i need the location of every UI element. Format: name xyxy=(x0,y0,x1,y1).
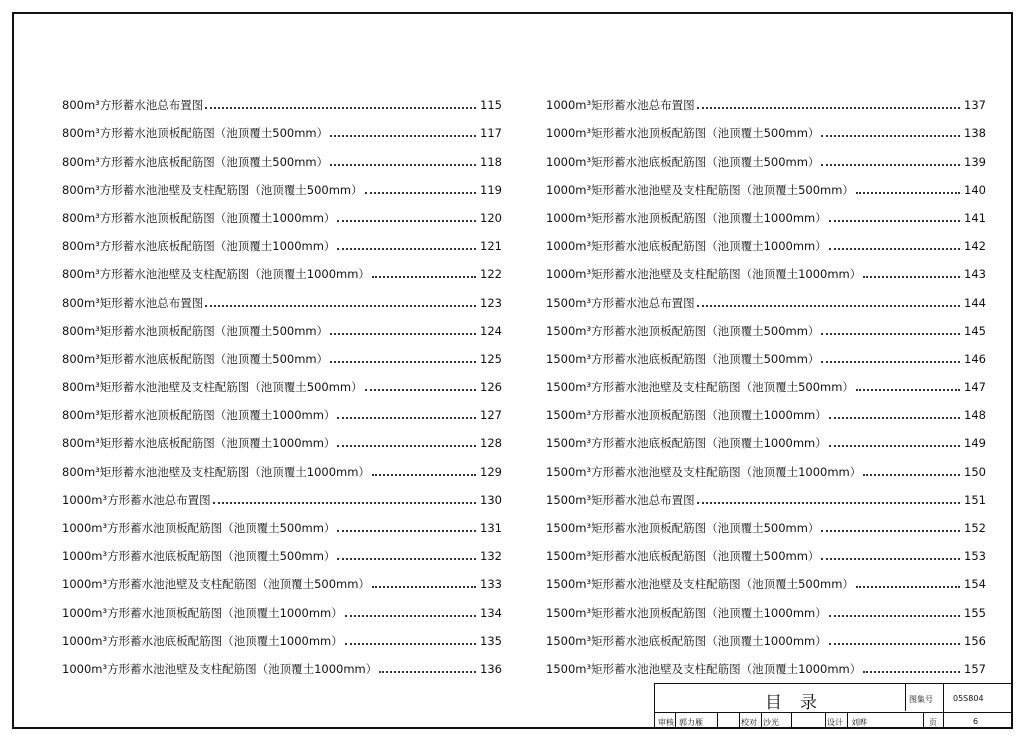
toc-entry-page: 117 xyxy=(480,126,502,141)
toc-entry xyxy=(62,169,502,197)
toc-entry xyxy=(62,253,502,281)
toc-entry-title: 1500m³方形蓄水池顶板配筋图（池顶覆土500mm） xyxy=(546,323,820,338)
toc-entry xyxy=(546,648,986,676)
title-block xyxy=(654,683,1013,729)
toc-entry xyxy=(62,112,502,140)
toc-entry-title: 1000m³矩形蓄水池底板配筋图（池顶覆土1000mm） xyxy=(546,239,827,254)
toc-entry-title: 1000m³矩形蓄水池总布置图 xyxy=(546,98,695,113)
toc-left-column xyxy=(62,84,502,676)
toc-entry-title: 1000m³方形蓄水池底板配筋图（池顶覆土1000mm） xyxy=(62,633,343,648)
toc-entry xyxy=(546,112,986,140)
toc-leader-dots xyxy=(365,192,476,194)
toc-leader-dots xyxy=(330,135,476,137)
toc-entry-title: 1500m³矩形蓄水池池壁及支柱配筋图（池顶覆土1000mm） xyxy=(546,661,862,676)
toc-leader-dots xyxy=(337,417,476,419)
toc-leader-dots xyxy=(829,445,960,447)
toc-entry-page: 150 xyxy=(964,464,986,479)
toc-entry xyxy=(546,366,986,394)
toc-entry-page: 124 xyxy=(480,323,502,338)
title-block-vline xyxy=(675,712,676,729)
title-block-vline xyxy=(791,712,792,729)
toc-entry xyxy=(546,310,986,338)
toc-leader-dots xyxy=(345,643,476,645)
toc-entry xyxy=(62,84,502,112)
toc-leader-dots xyxy=(821,164,960,166)
toc-entry xyxy=(62,197,502,225)
toc-leader-dots xyxy=(365,389,476,391)
toc-entry-page: 115 xyxy=(480,98,502,113)
toc-leader-dots xyxy=(863,671,960,673)
toc-entry xyxy=(62,620,502,648)
toc-entry-page: 149 xyxy=(964,436,986,451)
toc-entry-title: 1000m³方形蓄水池顶板配筋图（池顶覆土500mm） xyxy=(62,521,336,535)
toc-entry xyxy=(546,197,986,225)
check-name: 沙光 xyxy=(763,718,779,727)
toc-entry xyxy=(62,479,502,507)
toc-entry-title: 1500m³矩形蓄水池底板配筋图（池顶覆土1000mm） xyxy=(546,633,827,648)
toc-entry-title: 800m³方形蓄水池池壁及支柱配筋图（池顶覆土1000mm） xyxy=(62,267,370,282)
toc-entry-title: 1500m³方形蓄水池顶板配筋图（池顶覆土1000mm） xyxy=(546,408,827,423)
toc-entry-title: 1000m³矩形蓄水池顶板配筋图（池顶覆土1000mm） xyxy=(546,210,827,225)
toc-leader-dots xyxy=(697,107,960,109)
toc-leader-dots xyxy=(821,135,960,137)
toc-entry-page: 148 xyxy=(964,408,986,423)
toc-entry-title: 800m³矩形蓄水池顶板配筋图（池顶覆土1000mm） xyxy=(62,408,336,423)
toc-leader-dots xyxy=(863,276,960,278)
toc-entry xyxy=(546,591,986,619)
toc-entry-page: 144 xyxy=(964,295,986,310)
toc-entry-page: 130 xyxy=(480,492,502,507)
toc-entry-title: 1500m³矩形蓄水池池壁及支柱配筋图（池顶覆土500mm） xyxy=(546,577,854,592)
review-label: 审核 xyxy=(658,718,674,727)
toc-leader-dots xyxy=(863,474,960,476)
toc-entry xyxy=(546,422,986,450)
toc-entry-page: 138 xyxy=(964,126,986,141)
toc-entry-title: 1000m³矩形蓄水池顶板配筋图（池顶覆土500mm） xyxy=(546,126,820,141)
toc-leader-dots xyxy=(372,586,476,588)
toc-entry-title: 800m³方形蓄水池底板配筋图（池顶覆土1000mm） xyxy=(62,239,336,254)
page-number: 6 xyxy=(973,717,979,726)
toc-entry-title: 1500m³矩形蓄水池顶板配筋图（池顶覆土500mm） xyxy=(546,521,820,535)
toc-entry xyxy=(62,450,502,478)
toc-leader-dots xyxy=(829,248,960,250)
toc-leader-dots xyxy=(856,389,960,391)
toc-entry-page: 147 xyxy=(964,380,986,395)
toc-entry-page: 118 xyxy=(480,154,502,169)
design-label: 设计 xyxy=(827,718,843,727)
toc-entry-page: 152 xyxy=(964,521,986,535)
toc-entry-title: 800m³方形蓄水池总布置图 xyxy=(62,98,204,113)
toc-entry xyxy=(62,507,502,535)
title-block-vline xyxy=(923,712,924,729)
toc-entry-page: 141 xyxy=(964,210,986,225)
toc-entry xyxy=(62,394,502,422)
toc-entry-title: 1500m³方形蓄水池底板配筋图（池顶覆土500mm） xyxy=(546,351,820,366)
toc-leader-dots xyxy=(697,305,960,307)
toc-leader-dots xyxy=(345,615,476,617)
toc-entry-title: 1500m³方形蓄水池总布置图 xyxy=(546,295,695,310)
toc-entry xyxy=(62,535,502,563)
toc-entry xyxy=(62,140,502,168)
toc-leader-dots xyxy=(829,220,960,222)
title-block-vline xyxy=(943,684,944,729)
toc-entry-page: 145 xyxy=(964,323,986,338)
toc-entry-title: 1500m³矩形蓄水池底板配筋图（池顶覆土500mm） xyxy=(546,549,820,564)
toc-entry xyxy=(546,281,986,309)
toc-entry xyxy=(62,563,502,591)
toc-leader-dots xyxy=(337,248,476,250)
toc-leader-dots xyxy=(372,474,476,476)
toc-leader-dots xyxy=(337,558,476,560)
toc-entry-page: 151 xyxy=(964,492,986,507)
title-block-vline xyxy=(739,712,740,729)
toc-entry-page: 143 xyxy=(964,267,986,282)
toc-entry-page: 126 xyxy=(480,380,502,395)
toc-leader-dots xyxy=(379,671,476,673)
toc-leader-dots xyxy=(821,530,960,532)
page-label: 页 xyxy=(929,718,937,727)
toc-entry-page: 157 xyxy=(964,661,986,676)
toc-entry xyxy=(546,394,986,422)
title-block-vline xyxy=(761,712,762,729)
toc-leader-dots xyxy=(330,333,476,335)
toc-leader-dots xyxy=(213,502,476,504)
toc-entry-page: 134 xyxy=(480,605,502,620)
toc-entry-title: 800m³矩形蓄水池底板配筋图（池顶覆土500mm） xyxy=(62,351,329,366)
toc-leader-dots xyxy=(337,445,476,447)
toc-entry-page: 121 xyxy=(480,239,502,254)
toc-entry-title: 1000m³方形蓄水池池壁及支柱配筋图（池顶覆土1000mm） xyxy=(62,661,378,676)
toc-leader-dots xyxy=(372,276,476,278)
toc-leader-dots xyxy=(821,361,960,363)
toc-entry xyxy=(546,169,986,197)
toc-entry xyxy=(62,338,502,366)
toc-entry-title: 1500m³方形蓄水池底板配筋图（池顶覆土1000mm） xyxy=(546,436,827,451)
toc-entry xyxy=(546,140,986,168)
toc-entry-page: 136 xyxy=(480,661,502,676)
toc-entry xyxy=(62,648,502,676)
toc-entry xyxy=(546,225,986,253)
toc-leader-dots xyxy=(829,615,960,617)
toc-leader-dots xyxy=(829,417,960,419)
toc-leader-dots xyxy=(856,586,960,588)
toc-entry-page: 122 xyxy=(480,267,502,282)
toc-entry xyxy=(546,507,986,535)
toc-entry-title: 800m³矩形蓄水池池壁及支柱配筋图（池顶覆土500mm） xyxy=(62,380,363,395)
atlas-number-label: 图集号 xyxy=(909,695,933,704)
design-name: 刘晔 xyxy=(851,718,867,727)
toc-leader-dots xyxy=(697,502,960,504)
toc-entry-title: 800m³方形蓄水池底板配筋图（池顶覆土500mm） xyxy=(62,154,329,169)
toc-entry-page: 132 xyxy=(480,549,502,564)
toc-leader-dots xyxy=(330,361,476,363)
toc-entry-page: 142 xyxy=(964,239,986,254)
check-label: 校对 xyxy=(741,718,757,727)
title-block-vline xyxy=(825,712,826,729)
toc-entry-title: 800m³矩形蓄水池池壁及支柱配筋图（池顶覆土1000mm） xyxy=(62,464,370,479)
toc-entry-title: 800m³方形蓄水池顶板配筋图（池顶覆土500mm） xyxy=(62,126,329,141)
toc-entry-page: 153 xyxy=(964,549,986,564)
toc-leader-dots xyxy=(829,643,960,645)
title-block-vline xyxy=(847,712,848,729)
toc-leader-dots xyxy=(337,220,476,222)
toc-entry-title: 800m³矩形蓄水池底板配筋图（池顶覆土1000mm） xyxy=(62,436,336,451)
toc-entry-title: 1500m³矩形蓄水池顶板配筋图（池顶覆土1000mm） xyxy=(546,605,827,620)
toc-entry-title: 800m³方形蓄水池顶板配筋图（池顶覆土1000mm） xyxy=(62,210,336,225)
toc-entry-page: 120 xyxy=(480,210,502,225)
toc-entry-title: 800m³矩形蓄水池总布置图 xyxy=(62,295,204,310)
toc-entry-title: 1000m³方形蓄水池总布置图 xyxy=(62,492,211,507)
toc-entry xyxy=(62,591,502,619)
toc-entry-page: 123 xyxy=(480,295,502,310)
toc-entry-page: 155 xyxy=(964,605,986,620)
toc-entry xyxy=(62,310,502,338)
toc-entry xyxy=(546,338,986,366)
toc-entry xyxy=(546,535,986,563)
toc-leader-dots xyxy=(330,164,476,166)
toc-leader-dots xyxy=(856,192,960,194)
toc-entry xyxy=(62,366,502,394)
title-block-title: 目录 xyxy=(765,693,835,713)
toc-leader-dots xyxy=(205,107,476,109)
title-block-vline xyxy=(717,712,718,729)
toc-entry-page: 139 xyxy=(964,154,986,169)
toc-entry xyxy=(62,281,502,309)
toc-entry-title: 1500m³方形蓄水池池壁及支柱配筋图（池顶覆土1000mm） xyxy=(546,464,862,479)
toc-entry-title: 1000m³矩形蓄水池池壁及支柱配筋图（池顶覆土500mm） xyxy=(546,182,854,197)
toc-entry xyxy=(62,225,502,253)
review-name: 郭力雁 xyxy=(679,718,703,727)
toc-entry-title: 1500m³方形蓄水池池壁及支柱配筋图（池顶覆土500mm） xyxy=(546,380,854,395)
toc-entry-page: 135 xyxy=(480,633,502,648)
toc-entry-title: 1500m³矩形蓄水池总布置图 xyxy=(546,492,695,507)
toc-leader-dots xyxy=(821,333,960,335)
toc-entry xyxy=(546,620,986,648)
toc-entry-page: 146 xyxy=(964,351,986,366)
toc-leader-dots xyxy=(337,530,476,532)
toc-leader-dots xyxy=(205,305,476,307)
toc-entry-title: 800m³矩形蓄水池顶板配筋图（池顶覆土500mm） xyxy=(62,323,329,338)
toc-leader-dots xyxy=(821,558,960,560)
atlas-number: 05S804 xyxy=(953,694,984,703)
toc-entry xyxy=(546,253,986,281)
toc-entry-page: 156 xyxy=(964,633,986,648)
toc-entry-title: 1000m³方形蓄水池池壁及支柱配筋图（池顶覆土500mm） xyxy=(62,577,370,592)
toc-entry xyxy=(546,84,986,112)
toc-entry-title: 1000m³矩形蓄水池池壁及支柱配筋图（池顶覆土1000mm） xyxy=(546,267,862,282)
toc-entry-title: 1000m³方形蓄水池顶板配筋图（池顶覆土1000mm） xyxy=(62,605,343,620)
toc-entry-title: 1000m³方形蓄水池底板配筋图（池顶覆土500mm） xyxy=(62,549,336,564)
toc-entry-page: 137 xyxy=(964,98,986,113)
toc-entry-page: 133 xyxy=(480,577,502,592)
toc-entry-page: 140 xyxy=(964,182,986,197)
toc-entry-page: 125 xyxy=(480,351,502,366)
toc-entry-page: 154 xyxy=(964,577,986,592)
toc-entry xyxy=(546,563,986,591)
toc-entry-title: 1000m³矩形蓄水池底板配筋图（池顶覆土500mm） xyxy=(546,154,820,169)
toc-entry-page: 128 xyxy=(480,436,502,451)
toc-entry-title: 800m³方形蓄水池池壁及支柱配筋图（池顶覆土500mm） xyxy=(62,182,363,197)
toc-entry xyxy=(62,422,502,450)
toc-right-column xyxy=(546,84,986,676)
toc-entry-page: 127 xyxy=(480,408,502,423)
toc-entry-page: 131 xyxy=(480,521,502,535)
toc-entry xyxy=(546,479,986,507)
toc-entry xyxy=(546,450,986,478)
title-block-vline xyxy=(905,684,906,711)
toc-entry-page: 119 xyxy=(480,182,502,197)
toc-entry-page: 129 xyxy=(480,464,502,479)
